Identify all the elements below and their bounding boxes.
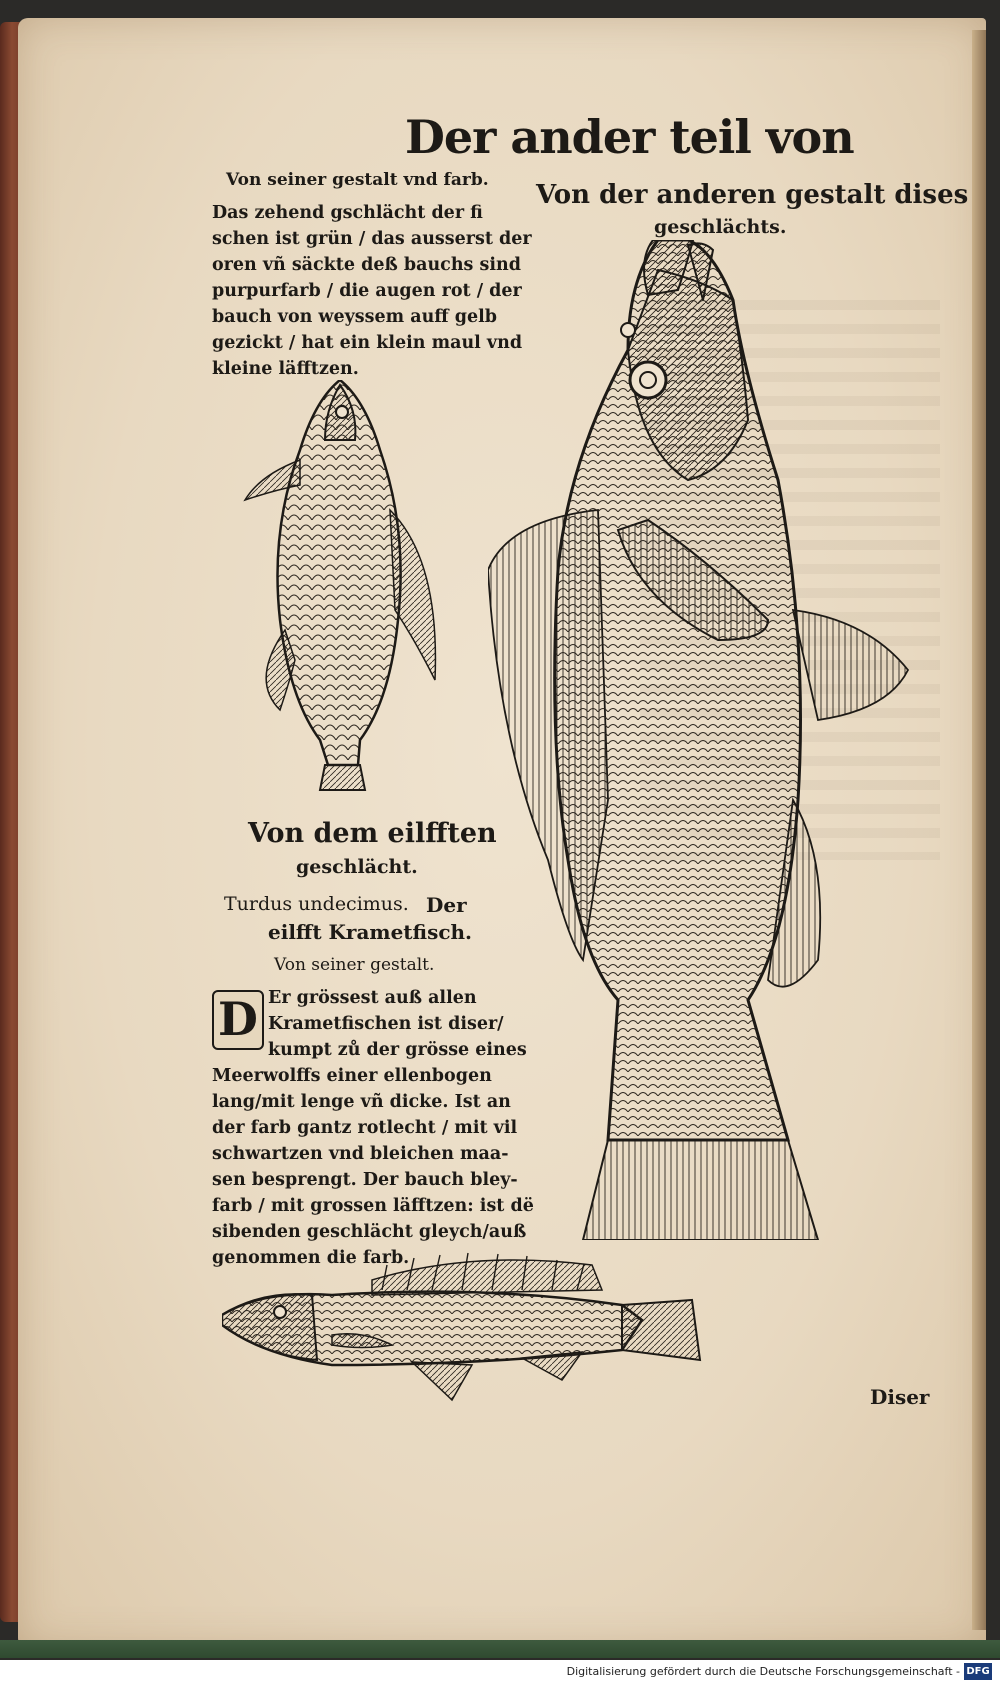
catchword: Diser xyxy=(870,1385,930,1409)
right-heading-line2: geschlächts. xyxy=(654,216,787,238)
text-line: purpurfarb / die augen rot / der xyxy=(212,281,522,301)
page-fold-edge xyxy=(972,30,986,1630)
text-line: kumpt zů der grösse eines xyxy=(268,1040,527,1060)
long-fish-woodcut-icon xyxy=(222,1250,702,1415)
text-line: kleine läfftzen. xyxy=(212,359,359,379)
section-2-heading-line1: Von dem eilfften xyxy=(248,818,497,849)
dfg-logo: DFG xyxy=(964,1663,992,1680)
german-name-part2: eilfft Krametfisch. xyxy=(268,920,473,944)
section-1-text xyxy=(212,200,532,382)
text-line: farb / mit grossen läfftzen: ist dë xyxy=(212,1196,534,1216)
german-name-part1: Der xyxy=(426,893,467,917)
section-1-heading: Von seiner gestalt vnd farb. xyxy=(226,170,489,190)
text-line: schwartzen vnd bleichen maa- xyxy=(212,1144,509,1164)
section-2-heading-line2: geschlächt. xyxy=(296,856,418,878)
text-line: bauch von weyssem auff gelb xyxy=(212,307,498,327)
text-line: Er grössest auß allen xyxy=(268,988,477,1008)
small-fish-woodcut-icon xyxy=(240,380,450,815)
drop-cap: D xyxy=(212,990,264,1050)
text-line: Das zehend gschlächt der fi xyxy=(212,203,483,223)
text-line: oren vñ säckte deß bauchs sind xyxy=(212,255,521,275)
large-fish-woodcut-icon xyxy=(488,240,913,1240)
text-line: schen ist grün / das ausserst der xyxy=(212,229,532,249)
text-line: lang/mit lenge vñ dicke. Ist an xyxy=(212,1092,511,1112)
section-3-text xyxy=(212,985,534,1271)
footer-credit: Digitalisierung gefördert durch die Deutsche Forschungsgemeinschaft - xyxy=(566,1665,960,1678)
latin-name: Turdus undecimus. xyxy=(224,893,409,915)
binding-strip xyxy=(0,1640,1000,1658)
section-3-heading: Von seiner gestalt. xyxy=(274,955,435,975)
text-line: Krametfischen ist diser/ xyxy=(268,1014,504,1034)
running-head: Der ander teil von xyxy=(405,110,854,164)
text-line: sen besprengt. Der bauch bley- xyxy=(212,1170,518,1190)
right-heading-line1: Von der anderen gestalt dises xyxy=(536,180,969,210)
text-line: Meerwolffs einer ellenbogen xyxy=(212,1066,492,1086)
text-line: gezickt / hat ein klein maul vnd xyxy=(212,333,523,353)
text-line: sibenden geschlächt gleych/auß xyxy=(212,1222,527,1242)
text-line: der farb gantz rotlecht / mit vil xyxy=(212,1118,518,1138)
text-line: genommen die farb. xyxy=(212,1248,410,1268)
